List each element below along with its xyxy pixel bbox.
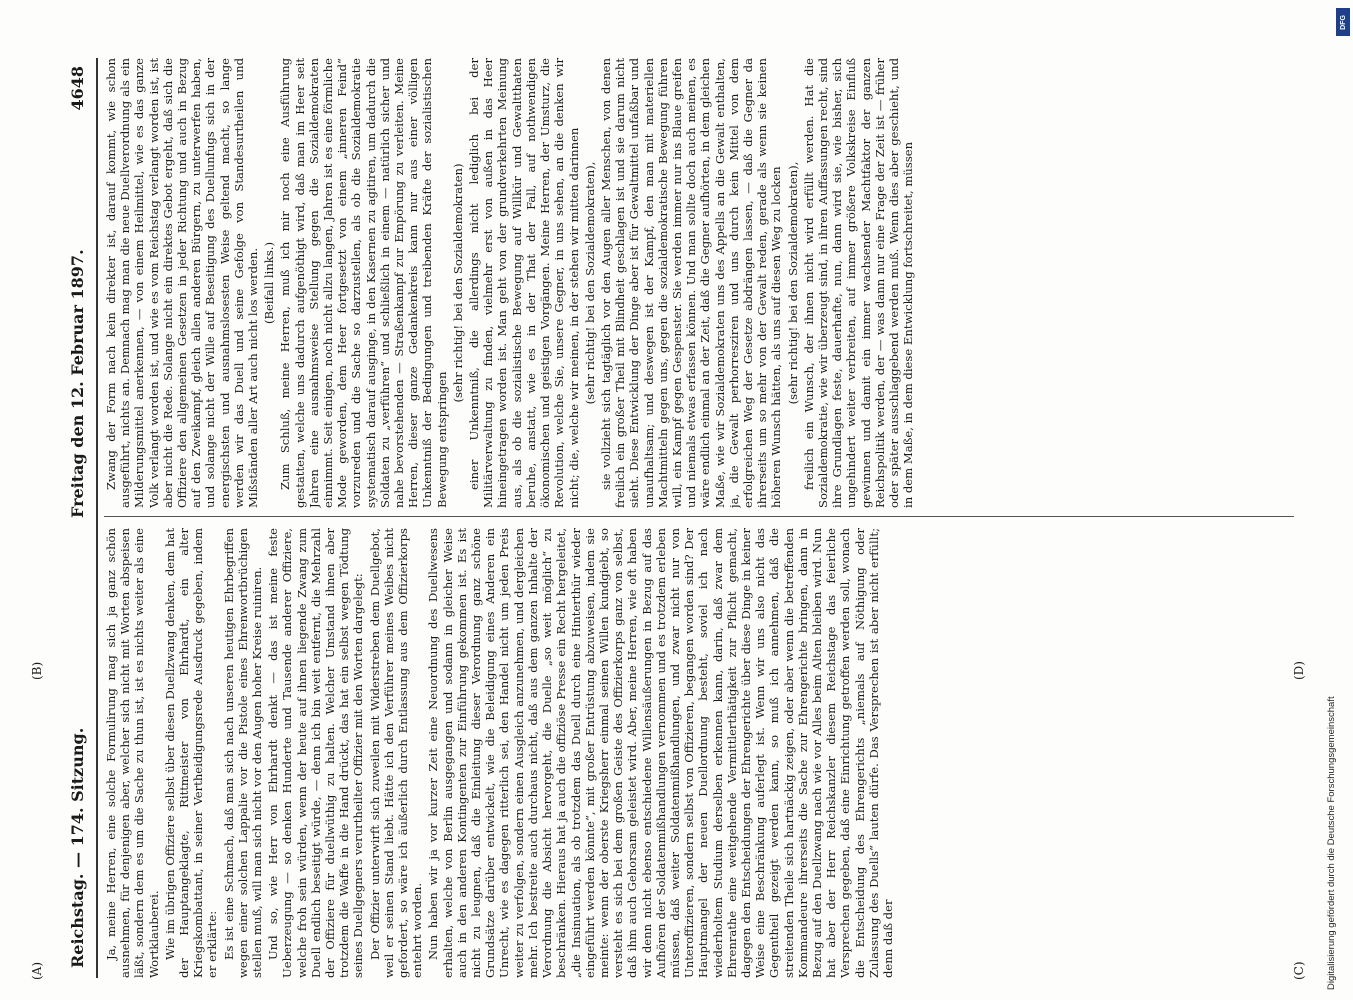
marker-a: (A)	[30, 961, 44, 980]
right-paragraph: (sehr richtig! bei den Sozialdemokraten),	[785, 161, 800, 405]
right-paragraph: (sehr richtig! bei den Sozialdemokraten),	[582, 161, 597, 405]
right-paragraph: (sehr richtig! bei den Sozialdemokraten)	[450, 163, 465, 403]
left-paragraph: Es ist eine Schmach, daß man sich nach unseren heutigen Ehrbegriffen wegen einer solchen Lappalie vor die Pistole eines Ehrenwortbrüchigen stellen muß, will man sich nicht vor den Augen hoher Kreise ruiniren.	[221, 528, 265, 978]
right-paragraph: Zwang der Form nach kein direkter ist, darauf kommt, wie schon ausgeführt, nichts an. Demnach mag man die neue Duellverordnung als ein Milderungsmittel anerkennen, — von einem Heilmittel, wie es das ganze Volk verlangt worden ist, und wie es vom Reichstag verlangt worden ist, ist aber nicht die Rede. Solange nicht ein direktes Gebot ergeht, daß sich die Offiziere den allgemeinen Gesetzen in jeder Richtung und auch in Bezug auf den Zweikampf, gleich allen anderen Bürgern, zu unterwerfen haben, und solange nicht der Wille auf Beseitigung des Duellunfugs sich in der energischsten und ausnahmslosesten Weise geltend macht, so lange werden wir das Duell und seine Gefolge von Standesurtheilen und Mißständen aller Art auch nicht los werden.	[104, 58, 261, 508]
right-paragraph: sie vollzieht sich tagtäglich vor den Augen aller Menschen, von denen freilich ein großer Theil mit Blindheit geschlagen ist und sie darum nicht sieht. Diese Entwicklung der Dinge aber ist für Gewaltmittel unfaßbar und unaufhaltsam; und deswegen ist der Kampf, den man mit materiellen Machtmitteln gegen uns, gegen die sozialdemokratische Bewegung führen will, ein Kampf gegen Gespenster. Sie werden immer nur ins Blaue greifen und niemals etwas erfassen können. Und man sollte doch auch meinen, es wäre endlich einmal an der Zeit, daß die Gegner aufhörten, in dem gleichen Maße, wie wir Sozialdemokraten uns des Appells an die Gewalt enthalten, ja, die Gewalt perhorresziren und uns durch kein Mittel von dem erfolgreichen Weg der Gesetze abdrängen lassen, — daß die Gegner da ihrerseits um so mehr von der Gewalt reden, gerade als wenn sie keinen höheren Wunsch hätten, als uns auf diesen Weg zu locken	[598, 58, 784, 508]
right-paragraph: freilich ein Wunsch, der ihnen nicht wird erfüllt werden. Hat die Sozialdemokratie, wie wir überzeugt sind, in ihren Auffassungen recht, sind ihre Grundlagen feste, dauerhafte, nun, dann wird sie, wie bisher, sich ungehindert weiter verbreiten, auf immer größere Volkskreise Einfluß gewinnen und damit ein immer wachsender Machtfaktor der ganzen Reichspolitik werden, der — was dann nur eine Frage der Zeit ist — früher oder später ausschlaggebend werden muß. Wenn dies aber geschieht, und in dem Maße, in dem diese Entwicklung fortschreitet, müssen	[801, 58, 916, 508]
right-paragraph: Zum Schluß, meine Herren, muß ich mir noch eine Ausführung gestatten, welche uns dadurch aufgenöthigt wird, daß man im Heer seit Jahren eine ausnahmsweise Stellung gegen die Sozialdemokraten einnimmt. Seit einigen, noch nicht allzu langen, Jahren ist es eine förmliche Mode geworden, dem Heer fortgesetzt von einem „inneren Feind“ vorzureden und die Sache so darzustellen, als ob die Sozialdemokratie systematisch darauf ausginge, in den Kasernen zu agitiren, um dadurch die Soldaten zu „verführen“ und schließlich in einem — natürlich sicher und nahe bevorstehenden — Straßenkampf zur Empörung zu verleiten. Meine Herren, dieser ganze Gedankenkreis kann nur aus einer völligen Unkenntniß der Bedingungen und treibenden Kräfte der sozialistischen Bewegung entspringen	[278, 58, 449, 508]
right-paragraph: einer Unkenntniß, die allerdings nicht lediglich bei der Militärverwaltung zu finden, vielmehr erst von außen in das Heer hineingetragen worden ist. Man geht von der grundverkehrten Meinung aus, als ob die sozialistische Bewegung auf Willkür und Gewaltthaten beruhe, anstatt, wie es in der That der Fall, auf nothwendigen ökonomischen und geistigen Vorgängen. Meine Herren, der Umsturz, die Revolution, welche Sie, unsere Gegner, in uns sehen, an die denken wir nicht; die, welche wir meinen, in der stehen wir mitten darinnen	[467, 58, 581, 508]
left-paragraph: Ja, meine Herren, eine solche Formulirung mag sich ja ganz schön ausnehmen, für denjenigen aber, welcher sich nicht mit Worten abspeisen läßt, sondern dem es um die Sache zu thun ist, ist es nichts weiter als eine Wortklauberei.	[104, 528, 161, 978]
left-paragraph: Und so, wie Herr von Ehrhardt denkt — das ist meine feste Ueberzeugung — so denken Hunderte und Tausende anderer Offiziere, welche froh sein würden, wenn der heute auf ihnen liegende Zwang zum Duell endlich beseitigt würde, — denn ich bin weit entfernt, die Mehrzahl der Offiziere für duellwüthig zu halten. Welcher Umstand ihnen aber trotzdem die Waffe in die Hand drückt, das hat ein selbst wegen Tödtung seines Duellgegners verurtheilter Offizier mit den Worten dargelegt:	[266, 528, 366, 978]
marker-b: (B)	[30, 661, 44, 680]
rotated-page-content	[30, 58, 1310, 980]
digitization-note: Digitalisierung gefördert durch die Deutsche Forschungsgemeinschaft	[1326, 696, 1337, 990]
page-header	[60, 58, 100, 978]
dfg-logo	[1336, 8, 1350, 36]
left-paragraph: Wie im übrigen Offiziere selbst über diesen Duellzwang denken, dem hat der Hauptangeklagte, Rittmeister von Ehrhardt, ein alter Kriegskombattant, in seiner Vertheidigungsrede Ausdruck gegeben, indem er erklärte:	[162, 528, 220, 978]
left-paragraph: Nun haben wir ja vor kurzer Zeit eine Neuordnung des Duellwesens erhalten, welche von Berlin ausgegangen und sodann in gleicher Weise auch in den anderen Kontingenten zur Einführung gekommen ist. Es ist nicht zu leugnen, daß die Einleitung dieser Verordnung ganz schöne Grundsätze darüber entwickelt, wie die Beleidigung eines Anderen ein Unrecht, wie es dagegen ritterlich sei, den Handel nicht um jeden Preis weiter zu verfolgen, sondern einen Ausgleich anzunehmen, und dergleichen mehr. Ich bestreite auch durchaus nicht, daß aus dem ganzen Inhalte der Verordnung die Absicht hervorgeht, die Duelle „so weit möglich“ zu beschränken. Hieraus hat ja auch die offiziöse Presse ein Recht hergeleitet, „die Insinuation, als ob trotzdem das Duell durch eine Hinterthür wieder eingeführt werden könnte“, mit großer Entrüstung abzuweisen, indem sie meinte: wenn der oberste Kriegsherr einmal seinen Willen kundgiebt, so versteht es sich bei dem großen Geiste des Offizierkorps ganz von selbst, daß ihm auch Gehorsam geleistet wird. Aber, meine Herren, wie oft haben wir denn nicht ebenso entschiedene Willensäußerungen in Bezug auf das Aufhören der Soldatenmißhandlungen vernommen und es trotzdem erleben müssen, daß weiter Soldatenmißhandlungen, und zwar nicht nur von Unteroffizieren, sondern selbst von Offizieren, begangen worden sind? Der Hauptmangel der neuen Duellordnung besteht, soviel ich nach wiederholtem Studium derselben erkennen kann, darin, daß zwar dem Ehrenrathe eine weitgehende Vermittlerthätigkeit zur Pflicht gemacht, dagegen den Entscheidungen der Ehrengerichte über diese Dinge in keiner Weise eine Beschränkung auferlegt ist. Wenn wir uns also nicht das Gegentheil gezeigt werden kann, so muß ich annehmen, daß die streitenden Theile sich hartnäckig zeigen, oder aber wenn die betreffenden Kommandeure ihrerseits die Sache zur Ehrengerichte bringen, dann in Bezug auf den Duellzwang nach wie vor Alles beim Alten bleiben wird. Nun hat aber der Herr Reichskanzler diesem Reichstage das feierliche Versprechen gegeben, daß eine Einrichtung getroffen werden soll, wonach die Entscheidung des Ehrengerichts „niemals auf Nöthigung oder Zulassung des Duells“ lauten dürfe. Das Versprechen ist aber nicht erfüllt; denn daß der	[426, 528, 895, 978]
column-separator	[104, 516, 1294, 517]
right-paragraph: (Beifall links.)	[262, 242, 277, 324]
header-rule	[96, 58, 98, 978]
marker-c: (C)	[1292, 961, 1306, 980]
left-paragraph: Der Offizier unterwirft sich zuweilen mit Widerstreben dem Duellgebot, weil er seinen Stand liebt. Hätte ich den Verführer meines Weibes nicht gefordert, so wäre ich äußerlich durch Entlassung aus dem Offizierkorps entehrt worden.	[367, 528, 425, 978]
header-session: Reichstag. — 174. Sitzung.	[68, 727, 87, 968]
left-column	[104, 528, 1304, 978]
dfg-logo-text: DFG	[1339, 14, 1347, 30]
right-column	[104, 58, 1304, 508]
header-date: Freitag den 12. Februar 1897.	[68, 249, 87, 518]
header-page-number: 4648	[68, 66, 87, 111]
marker-d: (D)	[1292, 661, 1306, 680]
